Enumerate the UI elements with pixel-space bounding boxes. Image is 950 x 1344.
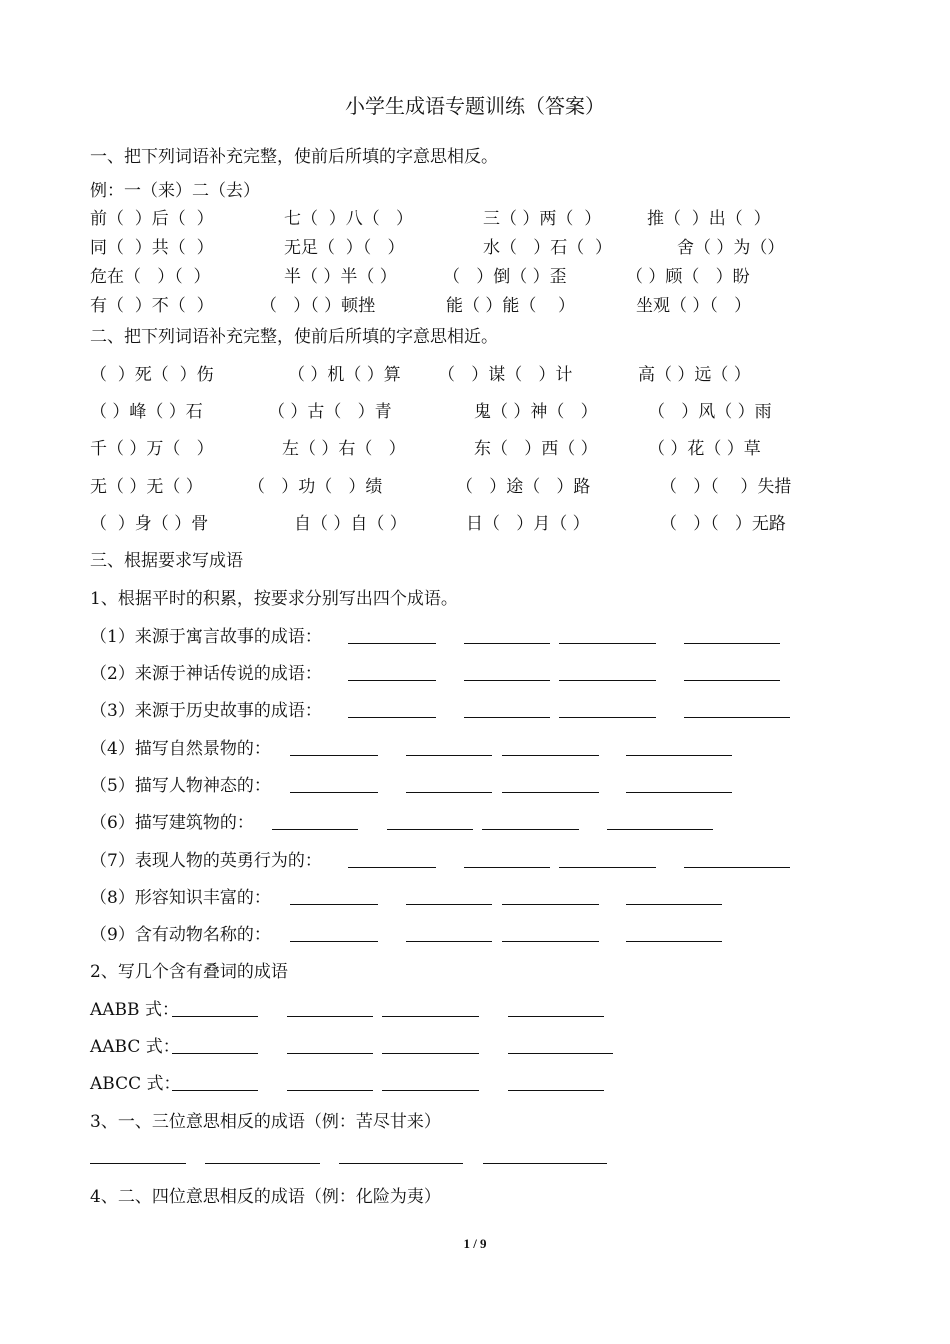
idiom-cell: （ ）谋（ ）计	[438, 365, 573, 385]
answer-blank[interactable]	[290, 792, 378, 793]
answer-blank[interactable]	[559, 867, 656, 868]
answer-blank[interactable]	[502, 941, 599, 942]
idiom-cell: 无（ ）无（ ）	[90, 477, 203, 497]
answer-blank[interactable]	[387, 829, 473, 830]
answer-blank[interactable]	[339, 1163, 463, 1164]
answer-blank[interactable]	[464, 643, 550, 644]
answer-blank[interactable]	[348, 643, 436, 644]
idiom-cell: 鬼（ ）神（ ）	[474, 402, 598, 422]
answer-blank[interactable]	[290, 941, 378, 942]
answer-blank[interactable]	[382, 1016, 479, 1017]
idiom-cell: （ ）顾（ ）盼	[626, 267, 750, 287]
idiom-cell: （ ）身（ ）骨	[90, 514, 209, 534]
answer-blank[interactable]	[90, 1163, 186, 1164]
idiom-cell: 前（ ）后（ ）	[90, 209, 214, 229]
idiom-cell: （ ）峰（ ）石	[90, 402, 203, 422]
answer-blank[interactable]	[406, 792, 492, 793]
idiom-cell: 自（ ）自（ ）	[294, 514, 407, 534]
q2-item: ABCC 式：	[90, 1074, 181, 1094]
answer-blank[interactable]	[559, 717, 656, 718]
answer-blank[interactable]	[406, 904, 492, 905]
answer-blank[interactable]	[559, 643, 656, 644]
answer-blank[interactable]	[626, 941, 722, 942]
idiom-cell: 七（ ）八（ ）	[284, 209, 414, 229]
q1-item: （6）描写建筑物的：	[90, 813, 254, 833]
answer-blank[interactable]	[626, 904, 722, 905]
answer-blank[interactable]	[508, 1053, 613, 1054]
page-title: 小学生成语专题训练（答案）	[345, 94, 605, 118]
answer-blank[interactable]	[508, 1016, 604, 1017]
idiom-cell: 推（ ）出（ ）	[647, 209, 771, 229]
q2-heading: 2、写几个含有叠词的成语	[90, 962, 288, 982]
answer-blank[interactable]	[348, 680, 436, 681]
idiom-cell: 坐观（ ）（ ）	[636, 296, 752, 316]
idiom-cell: 三（ ）两（ ）	[483, 209, 602, 229]
q1-item: （1）来源于寓言故事的成语：	[90, 627, 322, 647]
answer-blank[interactable]	[607, 829, 713, 830]
answer-blank[interactable]	[482, 829, 579, 830]
q1-heading: 1、根据平时的积累，按要求分别写出四个成语。	[90, 589, 458, 609]
idiom-cell: （ ）死（ ）伤	[90, 365, 214, 385]
idiom-cell: （ ）花（ ）草	[648, 439, 761, 459]
q1-item: （4）描写自然景物的：	[90, 739, 271, 759]
q3-heading: 3、一、三位意思相反的成语（例：苦尽甘来）	[90, 1112, 441, 1132]
answer-blank[interactable]	[272, 829, 358, 830]
q1-item: （2）来源于神话传说的成语：	[90, 664, 322, 684]
answer-blank[interactable]	[483, 1163, 607, 1164]
answer-blank[interactable]	[172, 1090, 258, 1091]
answer-blank[interactable]	[287, 1016, 373, 1017]
q1-item: （3）来源于历史故事的成语：	[90, 701, 322, 721]
q2-item: AABB 式：	[90, 1000, 179, 1020]
idiom-cell: 高（ ）远（ ）	[638, 365, 751, 385]
answer-blank[interactable]	[287, 1090, 373, 1091]
idiom-cell: 日（ ）月（ ）	[466, 514, 590, 534]
idiom-cell: 同（ ）共（ ）	[90, 238, 214, 258]
section3-heading: 三、根据要求写成语	[90, 551, 243, 571]
answer-blank[interactable]	[382, 1090, 479, 1091]
idiom-cell: 东（ ）西（ ）	[474, 439, 598, 459]
idiom-cell: （ ）机（ ）算	[288, 365, 401, 385]
answer-blank[interactable]	[684, 867, 790, 868]
answer-blank[interactable]	[406, 941, 492, 942]
answer-blank[interactable]	[205, 1163, 320, 1164]
idiom-cell: （ ）风（ ）雨	[648, 402, 772, 422]
answer-blank[interactable]	[406, 755, 492, 756]
idiom-cell: 有（ ）不（ ）	[90, 296, 214, 316]
q1-item: （5）描写人物神态的：	[90, 776, 271, 796]
answer-blank[interactable]	[502, 904, 599, 905]
q1-item: （8）形容知识丰富的：	[90, 888, 271, 908]
q1-item: （9）含有动物名称的：	[90, 925, 271, 945]
answer-blank[interactable]	[287, 1053, 373, 1054]
section1-heading: 一、把下列词语补充完整，使前后所填的字意思相反。	[90, 147, 498, 167]
idiom-cell: （ ）（ ）失措	[660, 477, 792, 497]
idiom-cell: 水（ ）石（ ）	[483, 238, 613, 258]
answer-blank[interactable]	[464, 717, 550, 718]
idiom-cell: （ ）途（ ）路	[456, 477, 591, 497]
page-number: 1 / 9	[463, 1236, 487, 1251]
idiom-cell: 无足（ ）（ ）	[284, 238, 405, 258]
q4-heading: 4、二、四位意思相反的成语（例：化险为夷）	[90, 1187, 441, 1207]
answer-blank[interactable]	[348, 717, 436, 718]
idiom-cell: （ ）古（ ）青	[268, 402, 392, 422]
answer-blank[interactable]	[508, 1090, 604, 1091]
answer-blank[interactable]	[382, 1053, 479, 1054]
idiom-cell: 能（ ）能（ ）	[446, 296, 576, 316]
idiom-cell: 千（ ）万（ ）	[90, 439, 214, 459]
q2-item: AABC 式：	[90, 1037, 180, 1057]
answer-blank[interactable]	[684, 643, 780, 644]
answer-blank[interactable]	[684, 717, 790, 718]
idiom-cell: （ ）倒（ ）歪	[443, 267, 567, 287]
answer-blank[interactable]	[290, 755, 378, 756]
idiom-cell: 左（ ）右（ ）	[282, 439, 406, 459]
answer-blank[interactable]	[684, 680, 780, 681]
idiom-cell: 危在（ ）（ ）	[90, 267, 211, 287]
idiom-cell: 半（ ）半（ ）	[284, 267, 397, 287]
answer-blank[interactable]	[464, 867, 550, 868]
idiom-cell: （ ）（ ）顿挫	[260, 296, 376, 316]
section1-example: 例：一（来）二（去）	[90, 181, 260, 201]
idiom-cell: 舍（ ）为（）	[677, 238, 785, 258]
answer-blank[interactable]	[172, 1053, 258, 1054]
answer-blank[interactable]	[502, 792, 599, 793]
answer-blank[interactable]	[348, 867, 436, 868]
answer-blank[interactable]	[626, 792, 732, 793]
idiom-cell: （ ）（ ）无路	[660, 514, 786, 534]
answer-blank[interactable]	[559, 680, 656, 681]
idiom-cell: （ ）功（ ）绩	[248, 477, 383, 497]
answer-blank[interactable]	[290, 904, 378, 905]
answer-blank[interactable]	[172, 1016, 258, 1017]
answer-blank[interactable]	[502, 755, 599, 756]
answer-blank[interactable]	[464, 680, 550, 681]
answer-blank[interactable]	[626, 755, 732, 756]
section2-heading: 二、把下列词语补充完整，使前后所填的字意思相近。	[90, 327, 498, 347]
q1-item: （7）表现人物的英勇行为的：	[90, 851, 322, 871]
